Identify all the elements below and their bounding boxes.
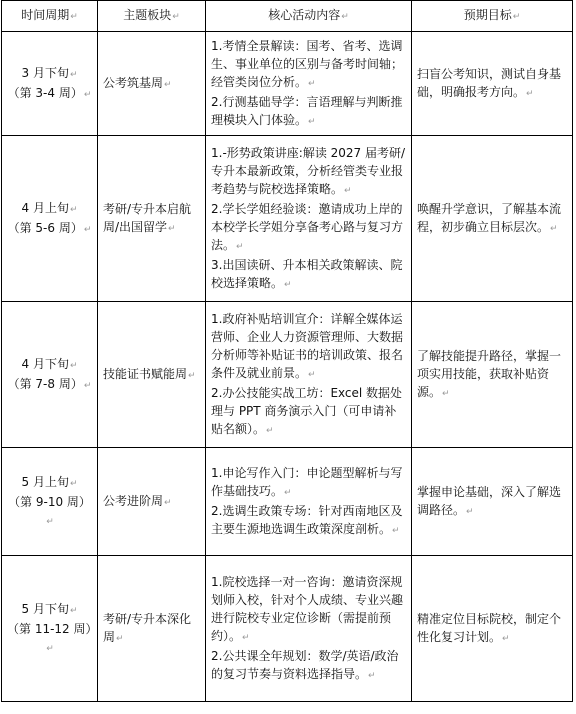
period-cell: 4 月下旬 ↵ （第 7-8 周） ↵ — [2, 302, 98, 448]
activities-cell: 1.申论写作入门：申论题型解析与写作基础技巧。 ↵ 2.选调生政策专场：针对西南地区及主要生源地选调生政策深度剖析。 ↵ — [206, 448, 412, 556]
period-cell: 3 月下旬 ↵ （第 3-4 周） ↵ — [2, 32, 98, 136]
header-activities: 核心活动内容 ↵ — [206, 1, 412, 32]
header-theme: 主题板块 ↵ — [98, 1, 206, 32]
table-row — [2, 448, 573, 556]
period-cell: 5 月上旬 ↵ （第 9-10 周） ↵ — [2, 448, 98, 556]
header-goal: 预期目标 ↵ — [412, 1, 573, 32]
theme-cell: 公考筑基周 ↵ — [98, 32, 206, 136]
activities-cell: 1.院校选择一对一咨询：邀请资深规划师入校，针对个人成绩、专业兴趣进行院校专业定位诊断（需提前预约）。 ↵ 2.公共课全年规划：数学/英语/政治的复习节奏与资料选择指导。 ↵ — [206, 556, 412, 702]
period-cell: 5 月下旬 ↵ （第 11-12 周） ↵ — [2, 556, 98, 702]
schedule-table — [1, 0, 573, 702]
period-cell: 4 月上旬 ↵ （第 5-6 周） ↵ — [2, 136, 98, 302]
table-header-row — [2, 1, 573, 32]
table-row — [2, 556, 573, 702]
theme-cell: 考研/专升本深化周 ↵ — [98, 556, 206, 702]
activities-cell: 1.考情全景解读：国考、省考、选调生、事业单位的区别与备考时间轴；经管类岗位分析。 ↵ 2.行测基础导学：言语理解与判断推理模块入门体验。 ↵ — [206, 32, 412, 136]
theme-cell: 公考进阶周 ↵ — [98, 448, 206, 556]
goal-cell: 了解技能提升路径，掌握一项实用技能，获取补贴资源。 ↵ — [412, 302, 573, 448]
activities-cell: 1.政府补贴培训宣介：详解全媒体运营师、企业人力资源管理师、大数据分析师等补贴证书的培训政策、报名条件及就业前景。 ↵ 2.办公技能实战工坊：Excel 数据处理与 PPT 商务演示入门（可申请补贴名额）。 ↵ — [206, 302, 412, 448]
goal-cell: 掌握申论基础，深入了解选调路径。 ↵ — [412, 448, 573, 556]
table-row — [2, 302, 573, 448]
theme-cell: 考研/专升本启航周/出国留学 ↵ — [98, 136, 206, 302]
theme-cell: 技能证书赋能周 ↵ — [98, 302, 206, 448]
goal-cell: 唤醒升学意识，了解基本流程，初步确立目标层次。 ↵ — [412, 136, 573, 302]
header-period: 时间周期 ↵ — [2, 1, 98, 32]
table-row — [2, 32, 573, 136]
table-row — [2, 136, 573, 302]
goal-cell: 扫盲公考知识，测试自身基础，明确报考方向。 ↵ — [412, 32, 573, 136]
goal-cell: 精准定位目标院校，制定个性化复习计划。 ↵ — [412, 556, 573, 702]
activities-cell: 1.-形势政策讲座:解读 2027 届考研/专升本最新政策，分析经管类专业报考趋势与院校选择策略。 ↵ 2.学长学姐经验谈：邀请成功上岸的本校学长学姐分享备考心路与复习方法。 ↵ 3.出国读研、升本相关政策解读、院校选择策略。 ↵ — [206, 136, 412, 302]
